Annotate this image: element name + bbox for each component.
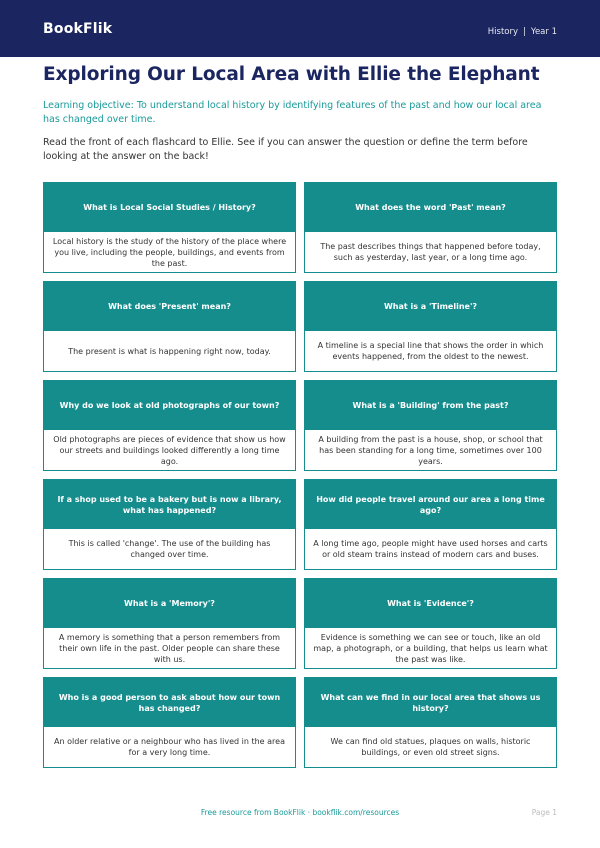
flashcard-back: A long time ago, people might have used horses and carts or old steam trains instead of modern cars and buses. [305,529,556,569]
breadcrumb-year: Year 1 [530,27,557,37]
flashcard-back: The past describes things that happened before today, such as yesterday, last year, or a long time ago. [305,232,556,272]
flashcard-back: We can find old statues, plaques on walls, historic buildings, or even old street signs. [305,727,556,767]
flashcard-back: Local history is the study of the history of the place where you live, including the people, buildings, and events from the past. [44,232,295,272]
flashcard[interactable] [304,380,557,471]
brand-logo[interactable]: BookFlik [43,21,113,37]
flashcard-front: What does 'Present' mean? [44,282,295,331]
breadcrumb-subject: History [487,27,519,37]
breadcrumb-separator: | [523,27,526,37]
flashcard-back: This is called 'change'. The use of the building has changed over time. [44,529,295,569]
top-bar [0,0,600,57]
flashcard[interactable] [304,281,557,372]
flashcard-front: What is a 'Timeline'? [305,282,556,331]
flashcard-front: What is a 'Memory'? [44,579,295,628]
instructions: Read the front of each flashcard to Ellie. See if you can answer the question or define the term before looking at the answer on the back! [43,137,528,162]
flashcard[interactable] [43,380,296,471]
flashcard[interactable] [43,677,296,768]
flashcard[interactable] [304,677,557,768]
page-number: Page 1 [531,808,557,817]
flashcard-front: Who is a good person to ask about how our town has changed? [44,678,295,727]
flashcard-front: What is Local Social Studies / History? [44,183,295,232]
breadcrumb [488,27,557,37]
flashcard[interactable] [43,578,296,669]
flashcard-front: If a shop used to be a bakery but is now a library, what has happened? [44,480,295,529]
flashcard-front: What does the word 'Past' mean? [305,183,556,232]
flashcard[interactable] [43,479,296,570]
flashcard[interactable] [304,479,557,570]
flashcard-back: A timeline is a special line that shows the order in which events happened, from the oldest to the newest. [305,331,556,371]
flashcard-grid [43,182,557,768]
flashcard-front: What can we find in our local area that shows us history? [305,678,556,727]
flashcard-front: Why do we look at old photographs of our town? [44,381,295,430]
flashcard-back: Evidence is something we can see or touch, like an old map, a photograph, or a building, that helps us learn what the past was like. [305,628,556,668]
flashcard[interactable] [43,281,296,372]
flashcard[interactable] [304,182,557,273]
flashcard-back: A memory is something that a person remembers from their own life in the past. Older people can share these with us. [44,628,295,668]
flashcard[interactable] [304,578,557,669]
flashcard-front: What is a 'Building' from the past? [305,381,556,430]
flashcard-back: An older relative or a neighbour who has lived in the area for a very long time. [44,727,295,767]
page-title: Exploring Our Local Area with Ellie the Elephant [43,64,540,85]
flashcard-front: What is 'Evidence'? [305,579,556,628]
learning-objective: Learning objective: To understand local history by identifying features of the past and how our local area has changed over time. [43,100,542,125]
flashcard-front: How did people travel around our area a long time ago? [305,480,556,529]
flashcard-back: The present is what is happening right now, today. [44,331,295,371]
flashcard[interactable] [43,182,296,273]
flashcard-back: A building from the past is a house, shop, or school that has been standing for a long time, sometimes over 100 years. [305,430,556,470]
footer-link[interactable]: Free resource from BookFlik · bookflik.com/resources [200,808,400,817]
flashcard-back: Old photographs are pieces of evidence that show us how our streets and buildings looked differently a long time ago. [44,430,295,470]
